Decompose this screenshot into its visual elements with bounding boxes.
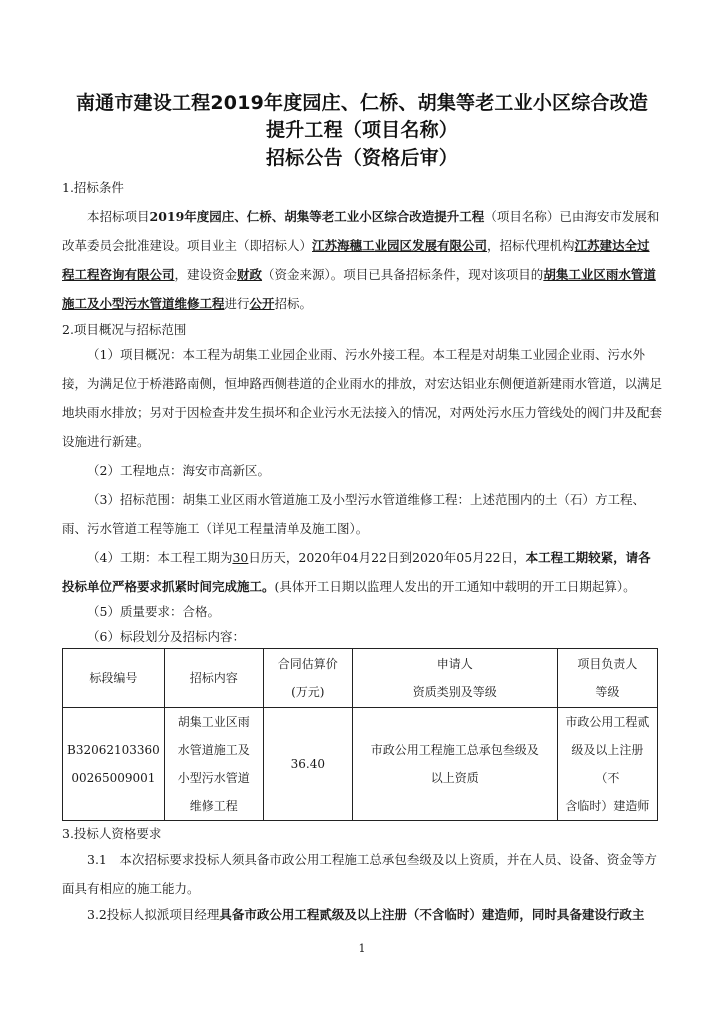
- period-days: 30: [232, 550, 249, 565]
- project-overview: （1）项目概况：本工程为胡集工业园企业雨、污水外接工程。本工程是对胡集工业园企业雨、污水外接，为满足位于桥港路南侧，恒坤路西侧巷道的企业雨水的排放，对宏达铝业东侧便道新建雨水管道，以满足地块雨水排放；另对于因检查井发生损坏和企业污水无法接入的情况，对两处污水压力管线处的阀门井及配套设施进行新建。: [62, 347, 663, 449]
- bid-sections-table: [62, 648, 658, 821]
- header-price: 合同估算价 (万元): [263, 649, 352, 708]
- construction-period: （4）工期：本工程工期为30日历天，2020年04月22日到2020年05月22日，本工程工期较紧，请各投标单位严格要求抓紧时间完成施工。(具体开工日期以监理人发出的开工通知中载明的开工日期起算）。: [62, 550, 651, 594]
- table-header-row: [63, 649, 658, 708]
- bid-scope-name: 胡集工业区雨水管道施工及小型污水管道维修工程: [62, 267, 656, 311]
- header-code: 标段编号: [63, 649, 165, 708]
- cell-code: B32062103360 00265009001: [63, 708, 165, 821]
- cell-applicant: 市政公用工程施工总承包叁级及 以上资质: [352, 708, 557, 821]
- manager-requirement: 具备市政公用工程贰级及以上注册（不含临时）建造师，同时具备建设行政主: [219, 907, 645, 922]
- document-title-line-2: 提升工程（项目名称）: [265, 119, 458, 141]
- document-title-line-3: 招标公告（资格后审）: [265, 147, 458, 169]
- agent-name: 江苏建达全过程工程咨询有限公司: [62, 238, 650, 282]
- project-location: （2）工程地点：海安市高新区。: [87, 463, 270, 478]
- document-title-line-1: 南通市建设工程2019年度园庄、仁桥、胡集等老工业小区综合改造: [75, 92, 649, 114]
- period-urgent-note: 本工程工期较紧，请各投标单位严格要求抓紧时间完成施工。: [62, 550, 651, 594]
- section-1-paragraph: 本招标项目2019年度园庄、仁桥、胡集等老工业小区综合改造提升工程（项目名称）已由海安市发展和改革委员会批准建设。项目业主（即招标人）江苏海穗工业园区发展有限公司，招标代理机构江苏建达全过程工程咨询有限公司，建设资金财政（资金来源）。项目已具备招标条件，现对该项目的胡集工业区雨水管道施工及小型污水管道维修工程进行公开招标。: [62, 209, 660, 311]
- cell-price: 36.40: [263, 708, 352, 821]
- header-content: 招标内容: [164, 649, 263, 708]
- cell-content: 胡集工业区雨 水管道施工及 小型污水管道 维修工程: [164, 708, 263, 821]
- sections-heading: （6）标段划分及招标内容：: [87, 629, 245, 644]
- bid-scope: （3）招标范围：胡集工业区雨水管道施工及小型污水管道维修工程：上述范围内的土（石）方工程、雨、污水管道工程等施工（详见工程量清单及施工图）。: [62, 492, 645, 536]
- section-3-heading: 3.投标人资格要求: [62, 826, 162, 841]
- header-applicant: 申请人 资质类别及等级: [352, 649, 557, 708]
- cell-manager: 市政公用工程贰 级及以上注册（不 含临时）建造师: [557, 708, 657, 821]
- owner-name: 江苏海穗工业园区发展有限公司: [312, 238, 488, 253]
- section-2-heading: 2.项目概况与招标范围: [62, 322, 187, 337]
- table-row: [63, 708, 658, 821]
- bid-mode: 公开: [249, 296, 275, 311]
- fund-source: 财政: [237, 267, 263, 282]
- qualification-3-2: 3.2投标人拟派项目经理具备市政公用工程贰级及以上注册（不含临时）建造师，同时具备建设行政主: [87, 907, 645, 922]
- qualification-3-1: 3.1 本次招标要求投标人须具备市政公用工程施工总承包叁级及以上资质，并在人员、设备、资金等方面具有相应的施工能力。: [62, 852, 657, 896]
- section-1-heading: 1.招标条件: [62, 180, 124, 195]
- quality-requirement: （5）质量要求：合格。: [87, 604, 220, 619]
- page-number: 1: [358, 942, 366, 955]
- header-manager: 项目负责人 等级: [557, 649, 657, 708]
- project-name: 2019年度园庄、仁桥、胡集等老工业小区综合改造提升工程: [149, 209, 485, 224]
